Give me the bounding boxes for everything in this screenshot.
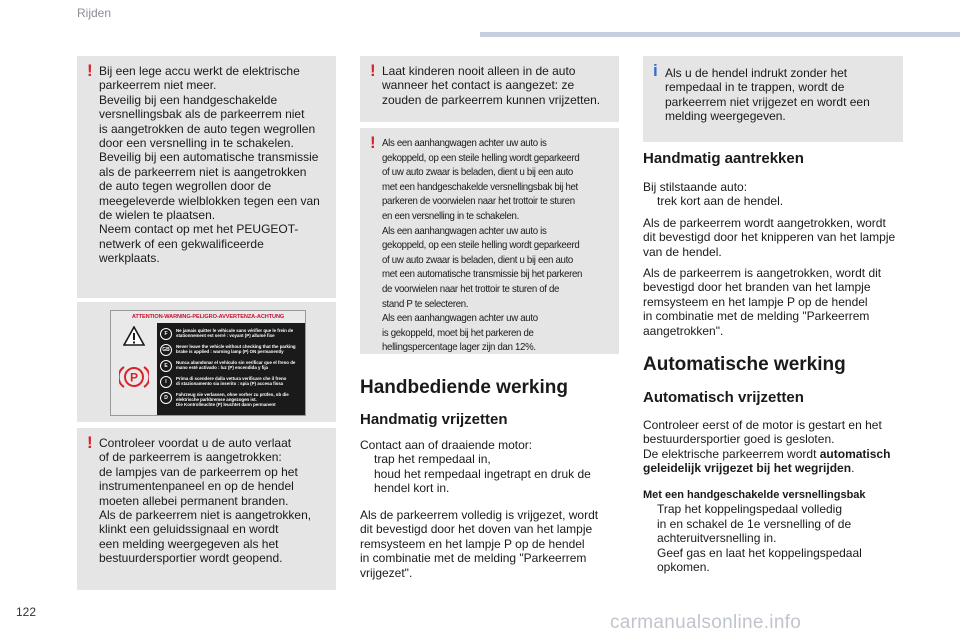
warning-text: Als een aanhangwagen achter uw auto is gekoppeld, op een steile helling wordt geparkeerd of uw auto zwaar is beladen, dient u bij een auto met een handgeschakelde versnellingsbak bij het parkeren de voorwielen naar het trottoir te sturen en een versnelling in te schakelen. Als een aanhangwagen achter uw auto is gekoppeld, op een steile helling wordt geparkeerd of uw auto zwaar is beladen, dient u bij een auto met een automatische transmissie bij het parkeren de voorwielen naar het trottoir te sturen of de stand P te selecteren. Als een aanhangwagen achter uw auto is gekoppeld, moet bij het parkeren de hellingspercentage lager zijn dan 12%. xyxy=(382,137,583,354)
bullet-icon xyxy=(643,502,657,545)
apply-instructions: Bij stilstaande auto: trek kort aan de hendel. xyxy=(643,180,905,209)
list-item: Trap het koppelingspedaal volledig in en schakel de 1e versnelling of de achteruitversnelling in. xyxy=(643,502,905,545)
label-row-i: I Prima di scendere dalla vettura verificare che il freno di stazionamento sia inserito : spia (P) accesa fissa xyxy=(160,376,300,388)
list-item: trap het rempedaal in, xyxy=(360,452,622,466)
warning-box-trailer xyxy=(360,128,619,354)
label-strip: ATTENTION-WARNING-PELIGRO-AVVERTENZA-ACHTUNG xyxy=(111,311,305,323)
label-row-f: F Ne jamais quitter le véhicule sans vérifier que le frein de stationnement est serré : voyant (P) allumé fixe xyxy=(160,328,300,340)
warning-text: Laat kinderen nooit alleen in de auto wanneer het contact is aangezet: ze zouden de parkeerrem kunnen vrijzetten. xyxy=(382,64,601,107)
parking-brake-label-box xyxy=(77,302,336,422)
exclamation-icon: ! xyxy=(370,61,376,80)
warning-box-children xyxy=(360,56,619,122)
heading-handbediende-werking: Handbediende werking xyxy=(360,377,568,398)
subheading-manual-gearbox: Met een handgeschakelde versnellingsbak xyxy=(643,489,866,501)
exclamation-icon: ! xyxy=(87,61,93,80)
info-box-lever xyxy=(643,56,903,142)
info-icon: i xyxy=(653,61,658,80)
warning-box-check xyxy=(77,428,336,590)
info-text: Als u de hendel indrukt zonder het rempedaal in te trappen, wordt de parkeerrem niet vrijgezet en wordt een melding weergegeven. xyxy=(665,66,870,124)
list-item: Geef gas en laat het koppelingspedaal opkomen. xyxy=(643,546,905,575)
list-item: houd het rempedaal ingetrapt en druk de hendel kort in. xyxy=(360,467,622,496)
exclamation-icon: ! xyxy=(370,133,376,152)
auto-release-text: Controleer eerst of de motor is gestart en het bestuurdersportier goed is gesloten. De elektrische parkeerrem wordt automatisch geleidelijk vrijgezet bij het wegrijden. xyxy=(643,418,891,476)
section-title: Rijden xyxy=(77,6,112,20)
svg-text:P: P xyxy=(129,370,139,385)
heading-automatische-werking: Automatische werking xyxy=(643,354,846,375)
bullet-icon xyxy=(643,194,657,208)
heading-handmatig-aantrekken: Handmatig aantrekken xyxy=(643,150,804,167)
label-row-e: E Nunca abandonar el vehículo sin verificar que el freno de mano esté activado : luz (P) encendida y fija xyxy=(160,360,300,372)
bullet-icon xyxy=(643,546,657,575)
bullet-icon xyxy=(360,452,374,466)
watermark: carmanualsonline.info xyxy=(610,612,802,633)
manual-gearbox-section xyxy=(643,488,905,574)
warning-label-sticker xyxy=(110,310,306,416)
bullet-icon xyxy=(360,467,374,496)
header-bar xyxy=(480,32,960,37)
label-languages xyxy=(157,323,305,415)
warning-text: Bij een lege accu werkt de elektrische parkeerrem niet meer. Beveilig bij een handgeschakelde versnellingsbak als de parkeerrem niet is aangetrokken de auto tegen wegrollen door een versnelling in te schakelen. Beveilig bij een automatische transmissie als de parkeerrem niet is aangetrokken de auto tegen wegrollen door de meegeleverde wielblokken tegen een van de wielen te plaatsen. Neem contact op met het PEUGEOT- netwerk of een gekwalificeerde werkplaats. xyxy=(99,64,320,266)
warning-box-accu xyxy=(77,56,336,298)
parking-brake-icon xyxy=(119,363,149,391)
apply-confirmation: Als de parkeerrem is aangetrokken, wordt dit bevestigd door het branden van het lampje remsysteem en het lampje P op de hendel in combinatie met de melding "Parkeerrem aangetrokken". xyxy=(643,266,882,338)
label-row-d: D Fahrzeug nie verlassen, ohne vorher zu prüfen, ob die elektrische parkbremse angezogen ist. Die Kontrolleuchte (P) leuchtet dann permanent xyxy=(160,392,300,408)
warning-triangle-icon xyxy=(123,326,145,346)
exclamation-icon: ! xyxy=(87,433,93,452)
release-instructions: Contact aan of draaiende motor: trap het rempedaal in, houd het rempedaal ingetrapt en druk de hendel kort in. xyxy=(360,438,622,496)
label-row-gb: GB Never leave the vehicle without checking that the parking brake is applied : warning lamp (P) ON permanently xyxy=(160,344,300,356)
heading-handmatig-vrijzetten: Handmatig vrijzetten xyxy=(360,411,508,428)
page-number: 122 xyxy=(16,605,37,619)
release-confirmation: Als de parkeerrem volledig is vrijgezet, wordt dit bevestigd door het doven van het lampje remsysteem en het lampje P op de hendel in combinatie met de melding "Parkeerrem vrijgezet". xyxy=(360,508,599,580)
warning-text: Controleer voordat u de auto verlaat of de parkeerrem is aangetrokken: de lampjes van de parkeerrem op het instrumentenpaneel en op de hendel moeten allebei permanent branden. Als de parkeerrem niet is aangetrokken, klinkt een geluidssignaal en wordt een melding weergegeven als het bestuurdersportier wordt geopend. xyxy=(99,436,312,566)
list-item: trek kort aan de hendel. xyxy=(643,194,905,208)
label-icons xyxy=(111,323,157,415)
heading-automatisch-vrijzetten: Automatisch vrijzetten xyxy=(643,389,804,406)
apply-flashing: Als de parkeerrem wordt aangetrokken, wordt dit bevestigd door het knipperen van het lampje van de hendel. xyxy=(643,216,896,259)
